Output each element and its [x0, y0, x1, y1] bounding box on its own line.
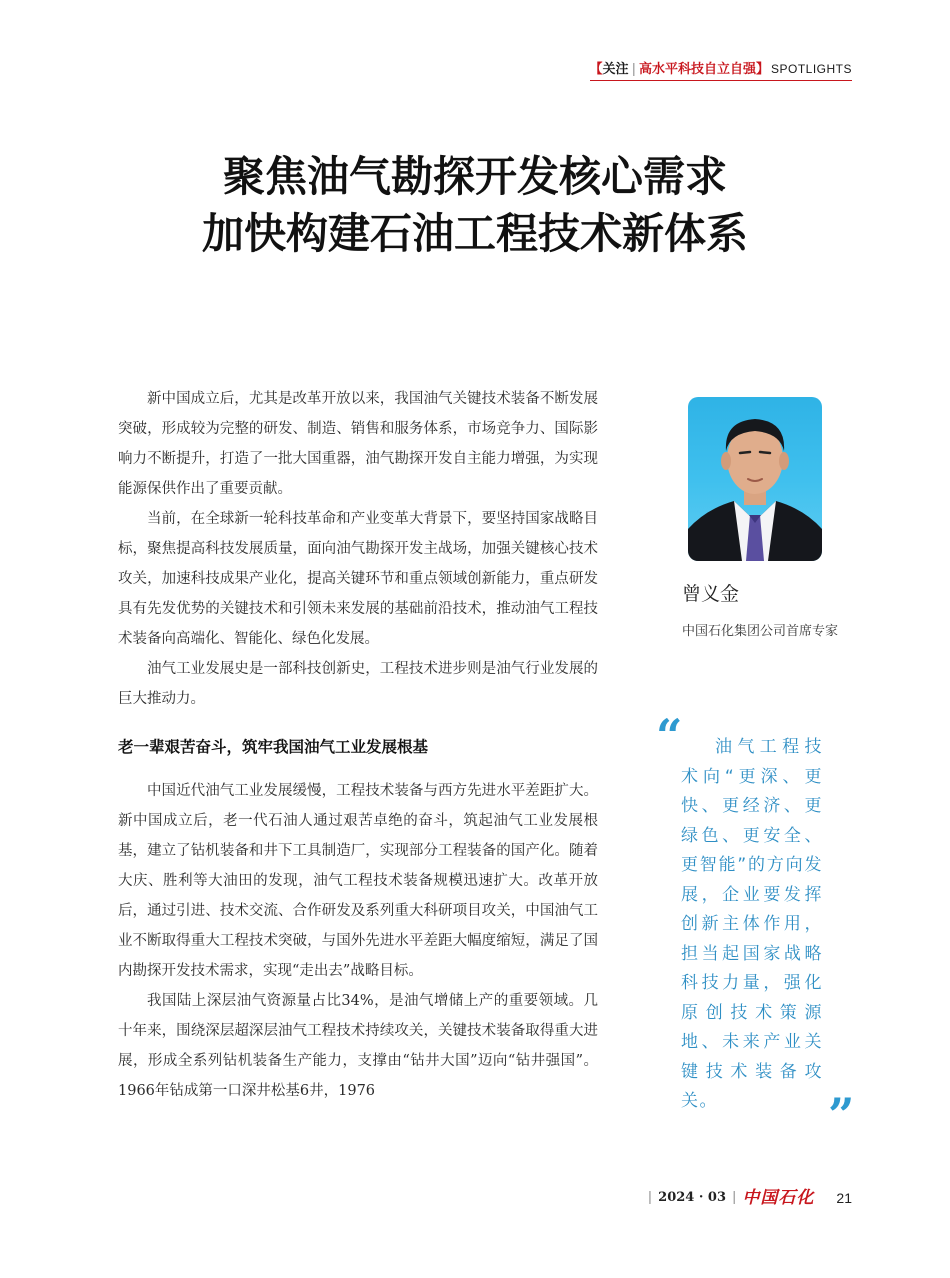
header-bracket-open: 【 — [589, 62, 603, 77]
article-title — [0, 148, 950, 262]
article-body — [118, 384, 598, 1106]
section-header — [590, 60, 852, 81]
header-english: SPOTLIGHTS — [770, 62, 852, 76]
header-topic: 高水平科技自立自强 — [638, 62, 756, 77]
quote-close-mark: ” — [828, 1088, 855, 1142]
pull-quote: 油气工程技术向“更深、更快、更经济、更绿色、更安全、更智能”的方向发展，企业要发挥创新主体作用，担当起国家战略科技力量，强化原创技术策源地、未来产业关键技术装备攻关。 — [681, 737, 823, 1111]
section-heading: 老一辈艰苦奋斗，筑牢我国油气工业发展根基 — [118, 737, 429, 756]
title-line-1: 聚焦油气勘探开发核心需求 — [222, 152, 727, 201]
title-line-2: 加快构建石油工程技术新体系 — [201, 209, 748, 258]
portrait-illustration — [688, 397, 822, 561]
paragraph-5: 我国陆上深层油气资源量占比34%，是油气增储上产的重要领域。几十年来，围绕深层超深层油气工程技术持续攻关，关键技术装备取得重大进展，形成全系列钻机装备生产能力，支撑由“钻井大国”迈向“钻井强国”。1966年钻成第一口深井松基6井，1976 — [118, 993, 598, 1099]
header-bracket-close: 】 — [755, 62, 769, 77]
quote-open-mark: “ — [656, 709, 683, 763]
footer-bar: | — [647, 1190, 653, 1205]
page-number: 21 — [836, 1190, 852, 1206]
page-footer — [648, 1188, 852, 1208]
header-separator: | — [631, 62, 636, 77]
header-section: 关注 — [602, 62, 629, 77]
author-name: 曾义金 — [682, 583, 740, 605]
author-photo — [688, 397, 822, 561]
author-title: 中国石化集团公司首席专家 — [682, 624, 839, 639]
paragraph-4: 中国近代油气工业发展缓慢，工程技术装备与西方先进水平差距扩大。新中国成立后，老一代石油人通过艰苦卓绝的奋斗，筑起油气工业发展根基，建立了钻机装备和井下工具制造厂，实现部分工程装备的国产化。随着大庆、胜利等大油田的发现，油气工程技术装备规模迅速扩大。改革开放后，通过引进、技术交流、合作研发及系列重大科研项目攻关，中国油气工业不断取得重大工程技术突破，与国外先进水平差距大幅度缩短，满足了国内勘探开发技术需求，实现“走出去”战略目标。 — [118, 783, 598, 979]
footer-bar-2: | — [732, 1190, 737, 1205]
paragraph-2: 当前，在全球新一轮科技革命和产业变革大背景下，要坚持国家战略目标，聚焦提高科技发展质量，面向油气勘探开发主战场，加强关键核心技术攻关，加速科技成果产业化，提高关键环节和重点领域创新能力，重点研发具有先发优势的关键技术和引领未来发展的基础前沿技术，推动油气工程技术装备向高端化、智能化、绿色化发展。 — [118, 511, 598, 647]
issue-number: 2024 · 03 — [658, 1190, 727, 1205]
paragraph-1: 新中国成立后，尤其是改革开放以来，我国油气关键技术装备不断发展突破，形成较为完整的研发、制造、销售和服务体系，市场竞争力、国际影响力不断提升，打造了一批大国重器，油气勘探开发自主能力增强，为实现能源保供作出了重要贡献。 — [118, 391, 598, 497]
paragraph-3: 油气工业发展史是一部科技创新史，工程技术进步则是油气行业发展的巨大推动力。 — [118, 661, 598, 707]
magazine-logo: 中国石化 — [742, 1188, 815, 1208]
